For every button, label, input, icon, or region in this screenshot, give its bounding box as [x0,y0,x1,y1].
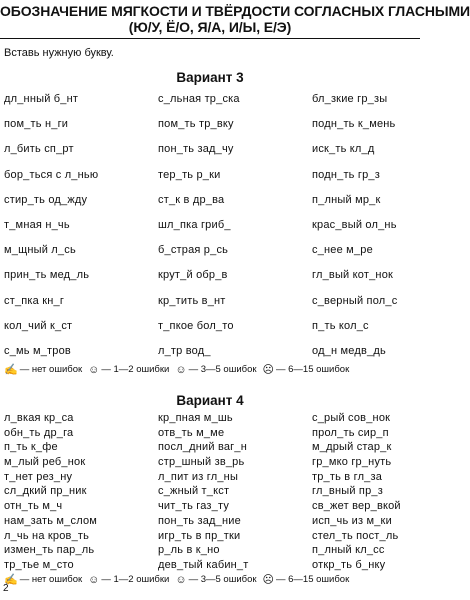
word-pair-item: чит_ть газ_ту [158,500,230,513]
header-rule [0,38,420,39]
word-pair-item: гл_вый кот_нок [312,269,394,282]
title-line-1: ОБОЗНАЧЕНИЕ МЯГКОСТИ И ТВЁРДОСТИ СОГЛАСНЫХ ГЛАСНЫМИ [0,3,470,19]
neutral-face-icon: ☺ [175,363,187,376]
word-pair-item: кр_тить в_нт [158,294,226,307]
word-pair-item: б_страя р_сь [158,244,229,257]
neutral-face-icon: ☺ [175,573,187,586]
title-line-2: (Ю/У, Ё/О, Я/А, И/Ы, Е/Э) [128,19,292,35]
word-pair-item: р_ль в к_но [158,544,220,557]
word-pair-item: п_ть кол_с [312,319,369,332]
word-pair-item: стир_ть од_жду [4,193,88,206]
word-pair-item: т_мная н_чь [4,218,70,231]
word-pair-item: прин_ть мед_ль [4,269,90,282]
word-pair-item: п_ть к_фе [4,441,58,454]
word-pair-item: стр_шный зв_рь [158,456,245,469]
word-pair-item: св_жет вер_вкой [312,500,401,513]
word-pair-item: п_лный кл_сс [312,544,385,557]
variant-3-scoring-legend [4,363,418,376]
variant-4-word-grid [4,411,418,573]
word-pair-item: игр_ть в пр_тки [158,529,241,542]
word-pair-item: тр_ть в гл_за [312,470,383,483]
word-pair-item: сл_дкий пр_ник [4,485,87,498]
word-pair-item: с_верный пол_с [312,294,398,307]
page-title [0,3,470,35]
word-pair-item: исп_чь из м_ки [312,514,392,527]
word-pair-item: п_лный мр_к [312,193,381,206]
word-pair-item: л_бить сп_рт [4,143,74,156]
word-pair-item: кол_чий к_ст [4,319,73,332]
page-number: 2 [3,583,9,594]
word-pair-item: прол_ть сир_п [312,426,389,439]
variant-3-word-grid [4,87,418,364]
word-pair-item: бл_зкие гр_зы [312,93,388,105]
instruction-text: Вставь нужную букву. [4,47,114,59]
word-pair-item: м_щный л_сь [4,244,76,257]
word-pair-item: бор_ться с л_нью [4,168,99,181]
legend-label: — 1—2 ошибки [101,364,170,375]
word-pair-item: с_льная тр_ска [158,93,240,105]
word-pair-item: подн_ть к_мень [312,118,396,131]
word-pair-item: шл_пка гриб_ [158,218,231,231]
word-pair-item: ст_к в др_ва [158,193,225,206]
word-pair-item: с_жный т_кст [158,485,230,498]
word-pair-item: дев_тый кабин_т [158,558,249,571]
word-pair-item: с_нее м_ре [312,244,373,257]
word-pair-item: нам_зать м_слом [4,514,98,527]
word-pair-item: с_мь м_тров [4,344,71,357]
word-pair-item: иск_ть кл_д [312,143,375,156]
word-pair-item: ст_пка кн_г [4,294,65,307]
smile-icon: ☺ [88,363,100,376]
word-pair-item: тер_ть р_ки [158,168,221,181]
word-pair-item: дл_нный б_нт [4,93,79,105]
word-pair-item: отв_ть м_ме [158,426,225,439]
word-pair-item: л_тр вод_ [158,344,211,357]
word-pair-item: гр_мко гр_нуть [312,456,392,469]
hand-icon: ✍ [4,364,18,376]
word-pair-item: пон_ть зад_чу [158,143,234,156]
legend-label: — 6—15 ошибок [276,364,350,375]
word-pair-item: тр_тье м_сто [4,558,74,571]
word-pair-item: пом_ть н_ги [4,118,69,131]
word-pair-item: пом_ть тр_вку [158,118,234,131]
word-pair-item: измен_ть пар_ль [4,544,95,557]
variant-3-heading: Вариант 3 [176,70,244,85]
word-pair-item: стел_ть пост_ль [312,529,399,542]
legend-label: — 3—5 ошибок [188,364,257,375]
sad-face-icon: ☹ [262,364,274,376]
word-pair-item: м_лый реб_нок [4,456,86,469]
word-pair-item: л_вкая кр_са [4,412,74,424]
word-pair-item: отн_ть м_ч [4,500,63,513]
legend-label: — 3—5 ошибок [188,574,257,585]
variant-4-heading: Вариант 4 [176,393,244,408]
legend-label: — 6—15 ошибок [276,574,350,585]
word-pair-item: л_чь на кров_ть [4,529,90,542]
word-pair-item: крас_вый ол_нь [312,218,397,231]
legend-label: — нет ошибок [19,364,83,375]
word-pair-item: с_рый сов_нок [312,412,391,424]
word-pair-item: подн_ть гр_з [312,168,380,181]
word-pair-item: обн_ть др_га [4,426,74,439]
word-pair-item: од_н медв_дь [312,344,386,357]
word-pair-item: кр_пная м_шь [158,412,233,424]
word-pair-item: посл_дний ваг_н [158,441,247,454]
word-pair-item: гл_вный пр_з [312,485,383,498]
legend-label: — нет ошибок [19,574,83,585]
hand-icon: ✍ [4,574,18,586]
word-pair-item: крут_й обр_в [158,269,228,282]
word-pair-item: откр_ть б_нку [312,558,386,571]
smile-icon: ☺ [88,573,100,586]
word-pair-item: пон_ть зад_ние [158,514,241,527]
variant-4-scoring-legend [4,573,418,586]
sad-face-icon: ☹ [262,574,274,586]
word-pair-item: т_пкое бол_то [158,319,234,332]
word-pair-item: т_нет рез_ну [4,470,73,483]
word-pair-item: м_дрый стар_к [312,441,392,454]
word-pair-item: л_пит из гл_ны [158,470,239,483]
legend-label: — 1—2 ошибки [101,574,170,585]
